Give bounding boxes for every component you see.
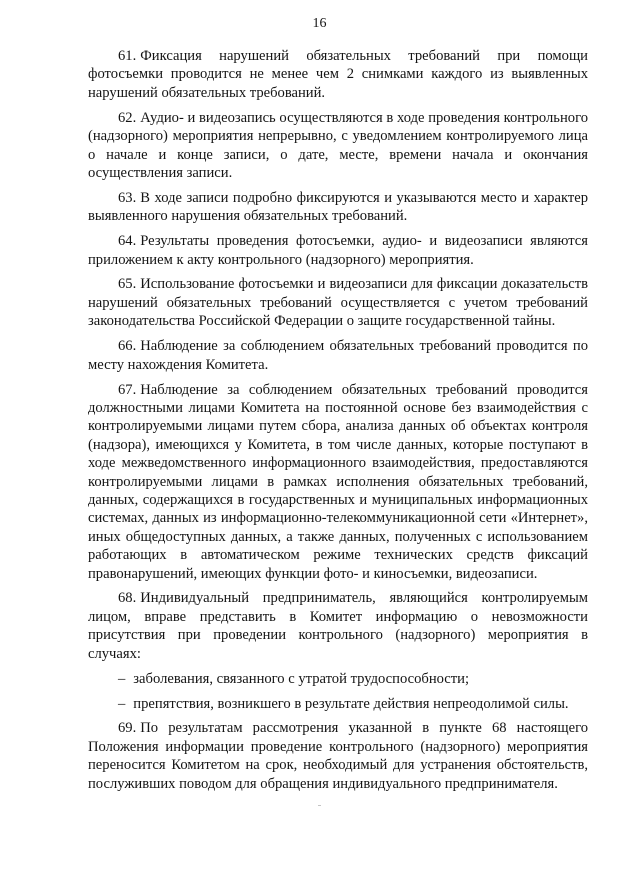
paragraph-number: 64. — [118, 233, 137, 250]
paragraph-68 — [88, 589, 588, 663]
paragraph-number: 62. — [118, 109, 137, 126]
paragraph-text: По результатам рассмотрения указанной в пункте 68 настоящего Положения информации проведение контрольного (надзорного) мероприятия переносится Комитетом на срок, необходимый для устранения обстоятельств, послуживших поводом для обращения индивидуального предпринимателя. — [88, 720, 588, 792]
paragraph-text: Наблюдение за соблюдением обязательных требований проводится по месту нахождения Комитета. — [88, 338, 588, 373]
paragraph-text: Индивидуальный предприниматель, являющийся контролируемым лицом, вправе представить в Комитет информацию о невозможности присутствия при проведении контрольного (надзорного) мероприятия в случаях: — [88, 590, 588, 662]
list-item — [88, 670, 588, 688]
paragraph-number: 63. — [118, 189, 137, 206]
paragraph-61 — [88, 47, 588, 102]
paragraph-text: Фиксация нарушений обязательных требований при помощи фотосъемки проводится не менее чем 2 снимками каждого из выявленных нарушений обязательных требований. — [88, 48, 588, 101]
scan-speck — [318, 805, 321, 806]
list-item — [88, 695, 588, 713]
page-number: 16 — [312, 16, 327, 31]
paragraph-64 — [88, 232, 588, 269]
paragraph-number: 65. — [118, 276, 137, 293]
paragraph-63 — [88, 189, 588, 226]
paragraph-text: Использование фотосъемки и видеозаписи для фиксации доказательств нарушений обязательных требований осуществляется с учетом требований законодательства Российской Федерации о защите государственной тайны. — [88, 276, 588, 330]
paragraph-62 — [88, 109, 588, 183]
paragraph-65 — [88, 275, 588, 330]
paragraph-number: 66. — [118, 338, 137, 355]
paragraph-67 — [88, 381, 588, 583]
paragraph-text: Результаты проведения фотосъемки, аудио- и видеозаписи являются приложением к акту контрольного (надзорного) мероприятия. — [88, 233, 588, 268]
paragraph-text: Наблюдение за соблюдением обязательных требований проводится должностными лицами Комитета на постоянной основе без взаимодействия с контролируемыми лицами путем сбора, анализа данных об объектах контроля (надзора), имеющихся у Комитета, в том числе данных, которые поступают в ходе межведомственного информационного взаимодействия, предоставляются контролируемыми лицами в рамках исполнения обязательных требований, данных, содержащихся в государственных и муниципальных информационных системах, данных из информационно-телекоммуникационной сети «Интернет», иных общедоступных данных, а также данных, полученных с использованием работающих в автоматическом режиме технических средств фиксаций правонарушений, имеющих функции фото- и киносъемки, видеозаписи. — [88, 381, 588, 582]
paragraph-number: 61. — [118, 48, 137, 64]
paragraph-69 — [88, 719, 588, 793]
dash-marker: – — [118, 695, 126, 712]
paragraph-text: В ходе записи подробно фиксируются и указываются место и характер выявленного нарушения обязательных требований. — [88, 189, 588, 225]
paragraph-number: 69. — [118, 720, 137, 737]
paragraph-number: 68. — [118, 590, 137, 607]
paragraph-text: Аудио- и видеозапись осуществляются в ходе проведения контрольного (надзорного) мероприятия непрерывно, с уведомлением контролируемого лица о начале и конце записи, о дате, месте, времени начала и окончания осуществления записи. — [88, 109, 588, 181]
list-item-text: заболевания, связанного с утратой трудоспособности; — [133, 670, 470, 687]
document-body — [88, 47, 588, 800]
paragraph-number: 67. — [118, 381, 137, 398]
dash-marker: – — [118, 670, 126, 687]
paragraph-66 — [88, 337, 588, 374]
list-item-text: препятствия, возникшего в результате действия непреодолимой силы. — [133, 695, 569, 712]
